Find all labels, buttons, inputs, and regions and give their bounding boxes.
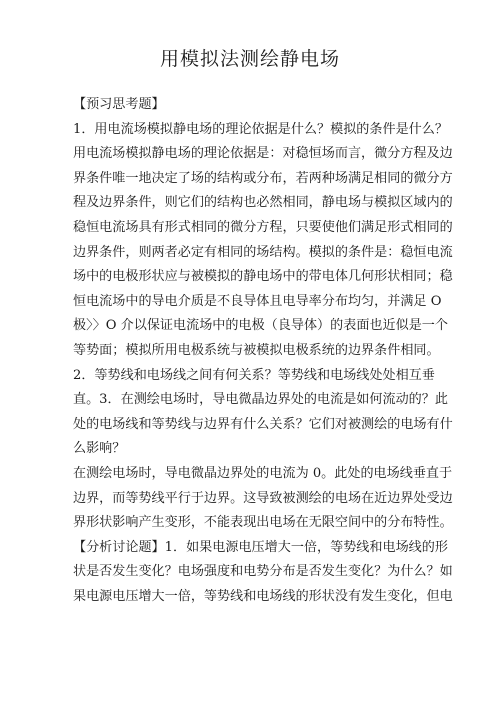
answer-1-line: 稳恒电流场具有形式相同的微分方程，只要使他们满足形式相同的 (73, 219, 453, 235)
section-heading-preview: 【预习思考题】 (73, 97, 165, 112)
question-3-line: 处的电场线和等势线与边界有什么关系？它们对被测绘的电场有什 (73, 416, 453, 432)
answer-3-line: 界形状影响产生变形，不能表现出电场在无限空间中的分布特性。 (73, 515, 453, 531)
answer-3-line: 在测绘电场时，导电微晶边界处的电流为 0。此处的电场线垂直于 (73, 465, 453, 481)
section-heading-discussion: 【分析讨论题】1．如果电源电压增大一倍，等势线和电场线的形 (73, 539, 448, 555)
answer-1-line: 等势面；模拟所用电极系统与被模拟电极系统的边界条件相同。 (73, 342, 440, 358)
document-title: 用模拟法测绘静电场 (159, 48, 340, 70)
question-3-line: 么影响？ (73, 441, 126, 457)
answer-1-line: 程及边界条件，则它们的结构也必然相同，静电场与模拟区域内的 (73, 195, 453, 211)
document-body (73, 93, 453, 609)
answer-1-line: 极〉〉O 介以保证电流场中的电极（良导体）的表面也近似是一个 (73, 318, 448, 334)
question-3: 直。3．在测绘电场时，导电微晶边界处的电流是如何流动的？此 (73, 392, 448, 408)
question-1: 1．用电流场模拟静电场的理论依据是什么？模拟的条件是什么？ (73, 121, 448, 137)
answer-1-line: 用电流场模拟静电场的理论依据是：对稳恒场而言，微分方程及边 (73, 146, 453, 162)
discussion-line: 状是否发生变化？电场强度和电势分布是否发生变化？为什么？如 (73, 564, 453, 580)
answer-1-line: 恒电流场中的导电介质是不良导体且电导率分布均匀，并满足 O (73, 293, 442, 309)
answer-1-line: 场中的电极形状应与被模拟的静电场中的带电体几何形状相同；稳 (73, 269, 453, 285)
question-2: 2．等势线和电场线之间有何关系？等势线和电场线处处相互垂 (73, 367, 435, 383)
answer-1-line: 边界条件，则两者必定有相同的场结构。模拟的条件是：稳恒电流 (73, 244, 453, 260)
answer-1-line: 界条件唯一地决定了场的结构或分布，若两种场满足相同的微分方 (73, 170, 453, 186)
discussion-line: 果电源电压增大一倍，等势线和电场线的形状没有发生变化，但电 (73, 588, 453, 604)
answer-3-line: 边界，而等势线平行于边界。这导致被测绘的电场在近边界处受边 (73, 490, 453, 506)
